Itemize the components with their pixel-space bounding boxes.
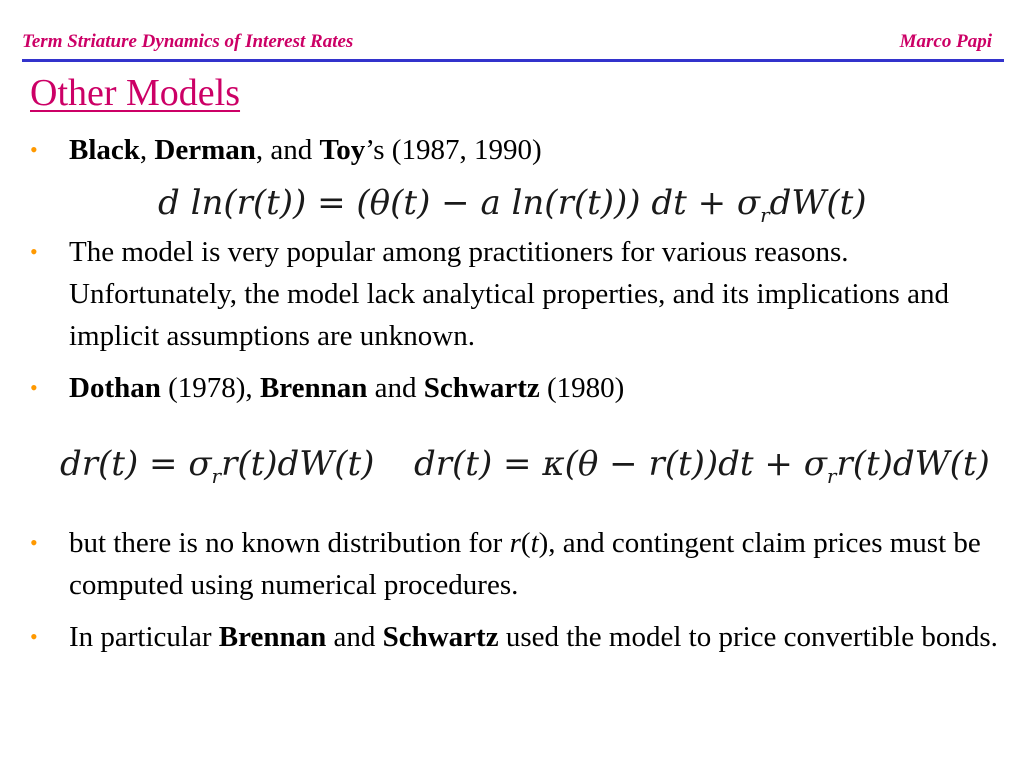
text-years: (1980)	[539, 372, 625, 404]
var-t: t	[530, 527, 539, 559]
bullet-marker: •	[30, 624, 38, 649]
eq-part: r(t)dW(t)	[221, 444, 375, 484]
bullet-convertible-bonds	[30, 616, 1000, 658]
author-dothan: Dothan	[69, 372, 161, 404]
text-sep: and	[326, 621, 383, 653]
eq-part: dr(t) = κ(θ − r(t))dt + σ	[414, 444, 827, 484]
eq-subscript: r	[760, 202, 770, 227]
equation-dothan	[60, 444, 374, 488]
text-part: but there is no known distribution for	[69, 527, 510, 559]
author-toy: Toy	[319, 134, 366, 166]
author-brennan: Brennan	[259, 372, 368, 404]
eq-part: r(t)dW(t)	[836, 444, 990, 484]
author-derman: Derman	[154, 134, 256, 166]
header-author: Marco Papi	[899, 31, 992, 52]
bullet-text	[69, 367, 1000, 409]
eq-part: d ln(r(t)) = (θ(t) − a ln(r(t))) dt + σ	[158, 183, 761, 223]
eq-subscript: r	[211, 463, 222, 488]
header-deck-title: Term Striature Dynamics of Interest Rates	[22, 31, 354, 52]
bullet-marker: •	[30, 239, 38, 264]
text-sep: , and	[255, 134, 320, 166]
eq-part: dr(t) = σ	[60, 444, 212, 484]
author-brennan: Brennan	[218, 621, 327, 653]
bullet-black-derman-toy	[30, 129, 1000, 171]
author-schwartz: Schwartz	[382, 621, 499, 653]
author-schwartz: Schwartz	[423, 372, 540, 404]
equation-brennan-schwartz	[414, 444, 990, 488]
bullet-model-popularity	[30, 231, 1000, 357]
header-divider	[22, 59, 1004, 62]
text-sep: (1978),	[160, 372, 260, 404]
text-part: ), and contingent claim prices must be computed using numerical procedures.	[69, 527, 981, 601]
bullet-marker: •	[30, 137, 38, 162]
bullet-text	[69, 129, 1000, 171]
text-sep: and	[367, 372, 424, 404]
author-black: Black	[69, 134, 140, 166]
bullet-marker: •	[30, 375, 38, 400]
slide-title: Other Models	[30, 72, 241, 114]
text-part: In particular	[69, 621, 219, 653]
bullet-dothan-brennan-schwartz	[30, 367, 1000, 409]
bullet-no-distribution	[30, 522, 1000, 606]
text-part: (	[520, 527, 531, 559]
bullet-marker: •	[30, 530, 38, 555]
bullet-text	[69, 522, 1000, 606]
text-sep: ,	[139, 134, 155, 166]
bullet-text	[69, 616, 1000, 658]
eq-part: dW(t)	[769, 183, 867, 223]
bullet-text: The model is very popular among practitioners for various reasons. Unfortunately, the model lack analytical properties, and its implications and implicit assumptions are unknown.	[69, 236, 949, 352]
eq-subscript: r	[826, 463, 837, 488]
var-r: r	[509, 527, 521, 559]
text-years: ’s (1987, 1990)	[365, 134, 542, 166]
equation-bdt	[158, 183, 867, 227]
text-part: used the model to price convertible bonds.	[498, 621, 998, 653]
